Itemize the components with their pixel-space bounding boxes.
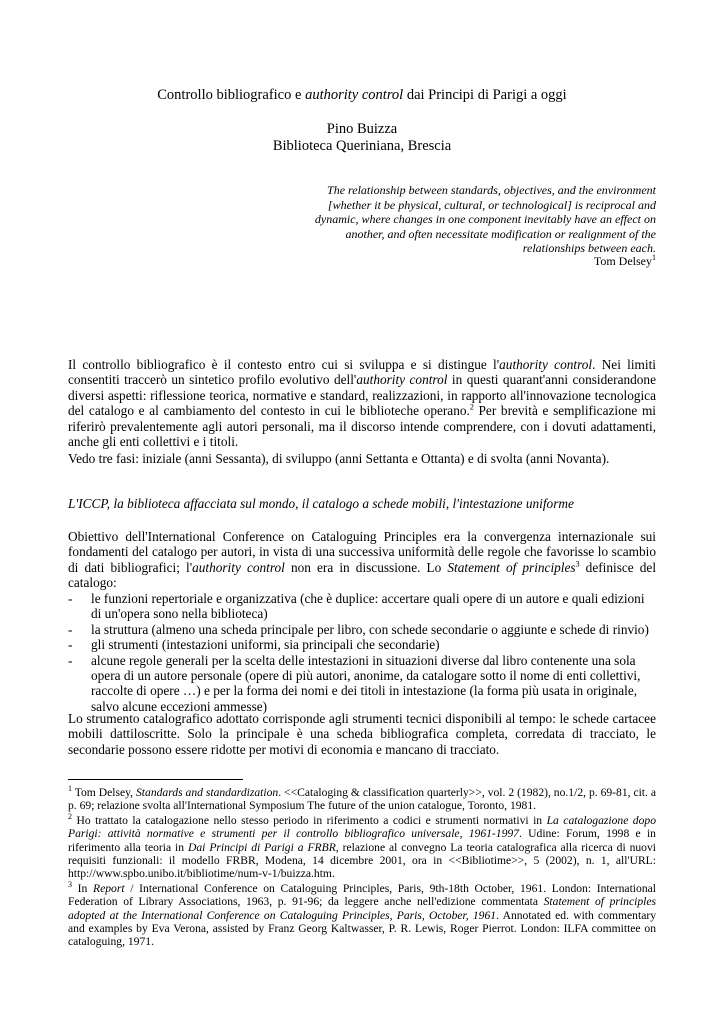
epigraph-quote [296,183,656,256]
section-heading: L'ICCP, la biblioteca affacciata sul mondo, il catalogo a schede mobili, l'intestazione uniforme [68,496,574,511]
author-affiliation: Biblioteca Queriniana, Brescia [272,138,452,154]
author-name: Pino Buizza [326,121,398,137]
footnote-2: $^2$ Ho trattato la catalogazione nello stesso periodo in riferimento a codici e strumenti normativi in La catalogazione dopo Parigi: attività normative e strumenti per il controllo bibliografico universale, 1961-1997. Udine: Forum, 1998 e in riferimento alla teoria in Dai Principi di Parigi a FRBR, relazione al convegno La teoria catalografica alla ricerca di nuovi requisiti funzionali: il modello FRBR, Modena, 14 dicembre 2001, ora in <<Bibliotime>>, 5 (2002), n. 1, all'URL: http://www.spbo.unibo.it/bibliotime/num-v-1/buizza.htm. [68,811,656,881]
epigraph-attribution: Tom Delsey$^1$ [593,253,656,268]
epigraph-line: The relationship between standards, objectives, and the environment [327,183,656,197]
footnote-ref-1[interactable]: 1 [652,253,656,262]
footnotes [68,786,656,950]
footnote-1: $^1$ Tom Delsey, Standards and standardization. <<Cataloging & classification quarterly>>, vol. 2 (1982), no.1/2, p. 69-81, cit. a p. 69; relazione svolta all'International Symposium The future of the union catalogue, Toronto, 1981. [68,784,656,813]
catalog-functions-list [68,591,656,714]
footnote-ref-3[interactable]: 3 [575,559,580,569]
catalog-tool-paragraph: Lo strumento catalografico adottato corrisponde agli strumenti tecnici disponibili al tempo: le schede cartacee mobili dattiloscritte. Solo la principale è una scheda bibliografica completa, corredata di tracciato, le secondarie possono essere ridotte per motivi di economia e mancano di tracciato. [68,711,656,757]
footnote-separator [68,779,243,780]
intro-paragraph: Il controllo bibliografico è il contesto entro cui si sviluppa e si distingue l'authority control. Nei limiti consentiti traccerò un sintetico profilo evolutivo dell'authority control in questi quarant'anni considerandone diversi aspetti: riflessione teorica, normative e standard, realizzazioni, in rapporto all'innovazione tecnologica del catalogo e al cambiamento del contesto in cui le biblioteche operano.$^2$ Per brevità e semplificazione mi riferirò prevalentemente agli autori personali, ma il discorso intende comprendere, con i dovuti adattamenti, anche gli enti collettivi e i titoli. [68,357,656,450]
footnote-ref-2[interactable]: 2 [469,402,474,412]
footnote-3: $^3$ In Report / International Conference on Cataloguing Principles, Paris, 9th-18th October, 1961. London: International Federation of Library Associations, 1963, p. 91-96; da leggere anche nell'edizione commentata Statement of principles adopted at the International Conference on Cataloguing Principles, Paris, October, 1961. Annotated ed. with commentary and examples by Eva Verona, assisted by Franz Georg Kaltwasser, P. R. Lewis, Roger Pierrot. London: ILFA committee on cataloguing, 1971. [68,879,656,949]
list-item: - alcune regole generali per la scelta delle intestazioni in situazioni diverse dal libro contenente una sola opera di un autore personale (opere di più autori, anonime, da catalogare sotto il nome di enti collettivi, raccolte di opere …) e per la forma dei nomi e dei titoli in intestazione (la forma più usata in originale, salvo alcune eccezioni ammesse) [68,652,641,714]
paper-title: Controllo bibliografico e authority control dai Principi di Parigi a oggi [157,87,567,103]
phases-sentence: Vedo tre fasi: iniziale (anni Sessanta), di sviluppo (anni Settanta e Ottanta) e di svolta (anni Novanta). [68,451,610,466]
epigraph-line: dynamic, where changes in one component inevitably have an effect on [314,212,656,226]
list-item: - le funzioni repertoriale e organizzativa (che è duplice: accertare quali opere di un autore e quali edizioni di un'opera sono nella biblioteca) [68,591,645,622]
list-item: - gli strumenti (intestazioni uniformi, sia principali che secondarie) [68,637,440,653]
epigraph-line: another, and often necessitate modification or realignment of the [345,226,656,241]
iccp-paragraph: Obiettivo dell'International Conference on Cataloguing Principles era la convergenza internazionale sui fondamenti del catalogo per autori, in vista di una successiva uniformità delle regole che favorisse lo scambio di dati bibliografici; l'authority control non era in discussione. Lo Statement of principles$^3$ definisce del catalogo: [68,529,657,591]
title-italic: authority control [305,87,404,103]
list-item: - la struttura (almeno una scheda principale per libro, con schede secondarie o aggiunte e schede di rinvio) [68,621,649,637]
epigraph-line: [whether it be physical, cultural, or technological] is reciprocal and [327,197,656,212]
epigraph-line: relationships between each. [522,241,656,255]
